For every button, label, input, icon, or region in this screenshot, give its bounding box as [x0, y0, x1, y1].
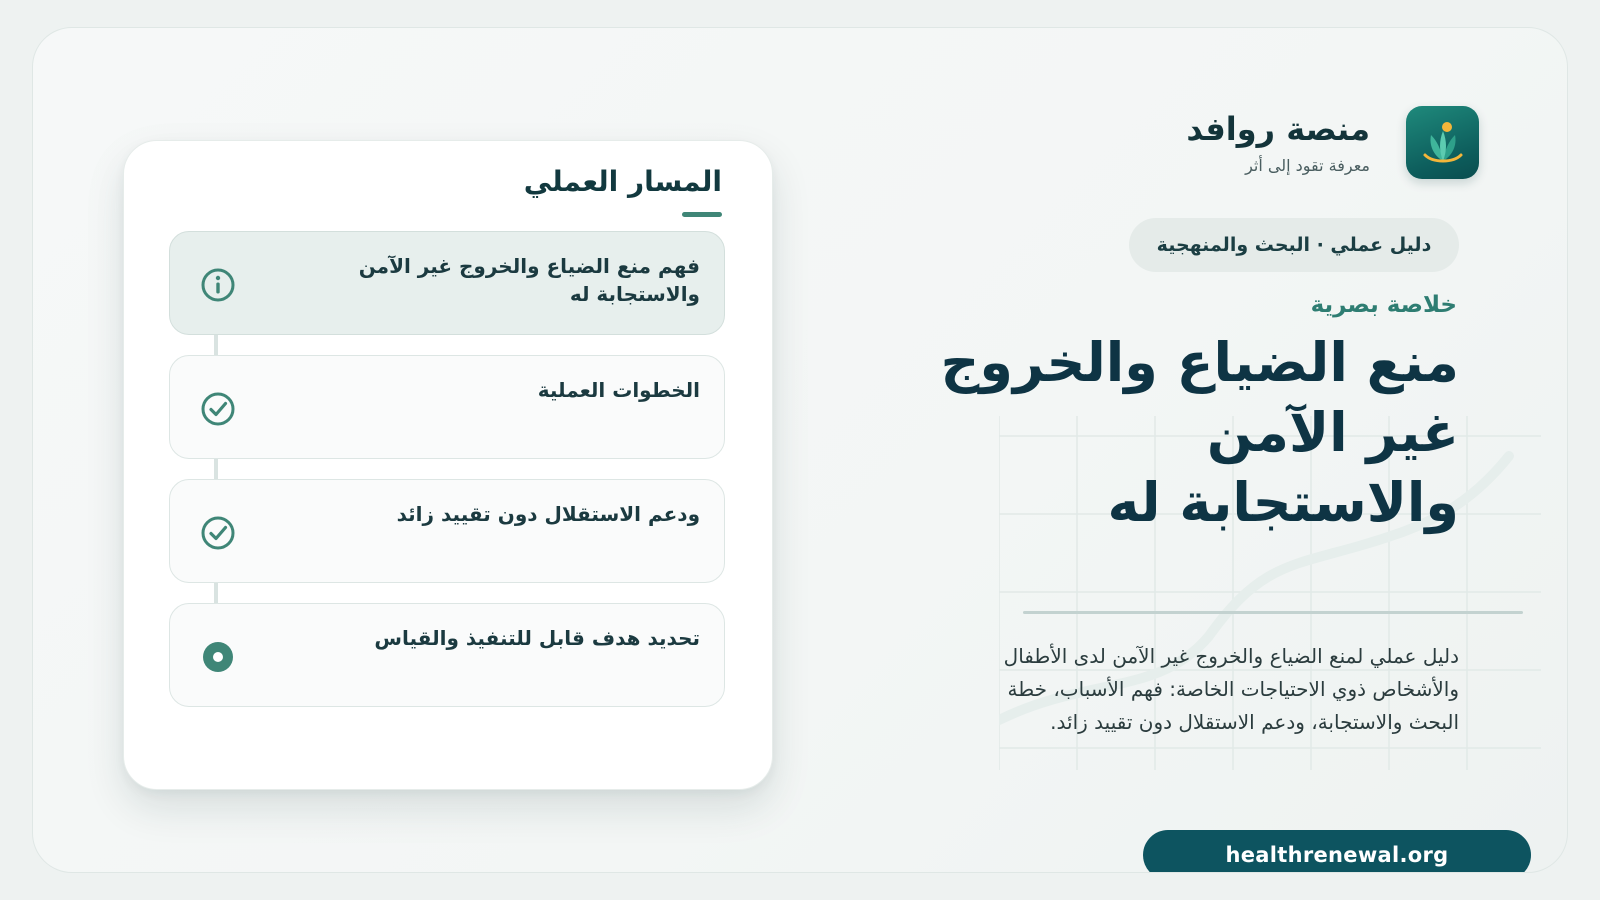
info-icon [200, 267, 236, 303]
lotus-icon [1406, 106, 1479, 179]
step-label: الخطوات العملية [537, 378, 700, 402]
card-title: المسار العملي [523, 165, 722, 198]
check-circle-icon [200, 391, 236, 427]
brand-name: منصة روافد [1186, 109, 1370, 148]
step-connector [214, 581, 218, 603]
step-connector [214, 333, 218, 355]
brand-block [1186, 106, 1479, 179]
step-item[interactable] [169, 231, 725, 335]
practical-path-card [123, 140, 773, 790]
category-pill: دليل عملي · البحث والمنهجية [1129, 218, 1459, 272]
step-label: فهم منع الضياع والخروج غير الآمن والاستجابة له [358, 254, 700, 306]
title-underline [682, 212, 722, 217]
step-item[interactable] [169, 355, 725, 459]
brand-tagline: معرفة تقود إلى أثر [1245, 156, 1370, 176]
step-label: ودعم الاستقلال دون تقييد زائد [396, 502, 700, 526]
slide-frame [32, 27, 1568, 873]
divider [1023, 611, 1523, 614]
description: دليل عملي لمنع الضياع والخروج غير الآمن لدى الأطفال والأشخاص ذوي الاحتياجات الخاصة: فهم الأسباب، خطة البحث والاستجابة، ودعم الاستقلال دون تقييد زائد. [1003, 644, 1459, 734]
kicker-label: خلاصة بصرية [1310, 292, 1457, 318]
step-item[interactable] [169, 479, 725, 583]
check-circle-icon [200, 515, 236, 551]
website-link-button[interactable]: healthrenewal.org [1143, 830, 1531, 873]
target-dot-icon [200, 639, 236, 675]
page-title: منع الضياع والخروج غير الآمن والاستجابة له [940, 331, 1459, 535]
step-connector [214, 457, 218, 479]
step-item[interactable] [169, 603, 725, 707]
step-label: تحديد هدف قابل للتنفيذ والقياس [374, 626, 700, 650]
